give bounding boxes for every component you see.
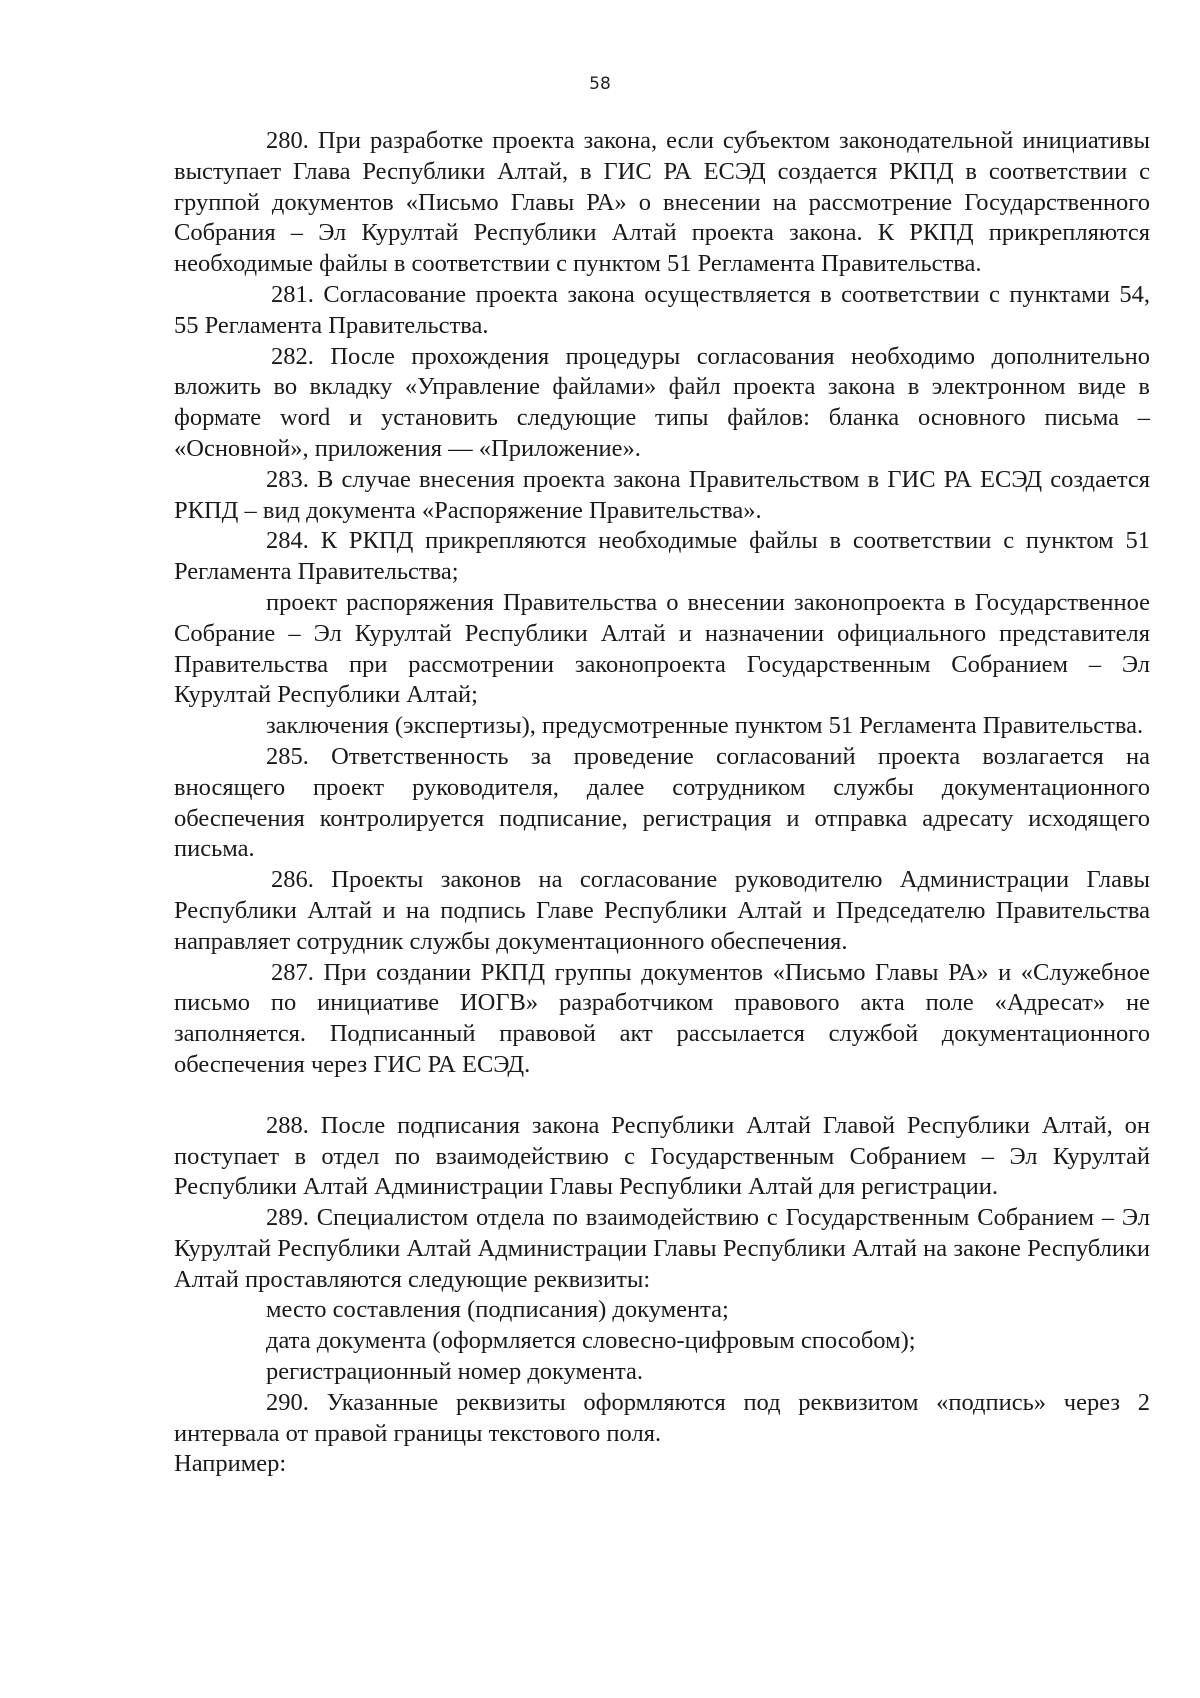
page-number: 58 <box>589 74 611 94</box>
paragraph-287: 287. При создании РКПД группы документов «Письмо Главы РА» и «Служебное письмо по инициативе ИОГВ» разработчиком правового акта поле «Адресат» не заполняется. Подписанный правовой акт рассылается службой документационного обеспечения через ГИС РА ЕСЭД. <box>174 958 1150 1078</box>
paragraph-289-item-place: место составления (подписания) документа; <box>266 1296 729 1324</box>
paragraph-example-label: Например: <box>174 1450 287 1478</box>
paragraph-285: 285. Ответственность за проведение согласований проекта возлагается на вносящего проект руководителя, далее сотрудником службы документационного обеспечения контролируется подписание, регистрация и отправка адресату исходящего письма. <box>174 742 1150 863</box>
paragraph-289-item-date: дата документа (оформляется словесно-цифровым способом); <box>266 1327 916 1355</box>
paragraph-288: 288. После подписания закона Республики Алтай Главой Республики Алтай, он поступает в отдел по взаимодействию с Государственным Собранием – Эл Курултай Республики Алтай Администрации Главы Республики Алтай для регистрации. <box>174 1111 1150 1201</box>
paragraph-281: 281. Согласование проекта закона осуществляется в соответствии с пунктами 54, 55 Регламента Правительства. <box>174 280 1150 339</box>
paragraph-284-item-draft-order: проект распоряжения Правительства о внесении законопроекта в Государственное Собрание – Эл Курултай Республики Алтай и назначении официального представителя Правительства при рассмотрении законопроекта Государственным Собранием – Эл Курултай Республики Алтай; <box>174 588 1150 709</box>
paragraph-282: 282. После прохождения процедуры согласования необходимо дополнительно вложить во вкладку «Управление файлами» файл проекта закона в электронном виде в формате word и установить следующие типы файлов: бланка основного письма – «Основной», приложения — «Приложение». <box>174 342 1150 462</box>
paragraph-286: 286. Проекты законов на согласование руководителю Администрации Главы Республики Алтай и на подпись Главе Республики Алтай и Председателю Правительства направляет сотрудник службы документационного обеспечения. <box>174 866 1150 955</box>
paragraph-284: 284. К РКПД прикрепляются необходимые файлы в соответствии с пунктом 51 Регламента Правительства; <box>174 527 1150 586</box>
paragraph-289: 289. Специалистом отдела по взаимодействию с Государственным Собранием – Эл Курултай Республики Алтай Администрации Главы Республики Алтай на законе Республики Алтай проставляются следующие реквизиты: <box>174 1204 1150 1293</box>
document-body <box>174 126 1150 1480</box>
paragraph-283: 283. В случае внесения проекта закона Правительством в ГИС РА ЕСЭД создается РКПД – вид документа «Распоряжение Правительства». <box>174 465 1150 524</box>
paragraph-284-item-conclusions: заключения (экспертизы), предусмотренные пунктом 51 Регламента Правительства. <box>266 712 1144 740</box>
paragraph-289-item-number: регистрационный номер документа. <box>266 1358 644 1386</box>
paragraph-280: 280. При разработке проекта закона, если субъектом законодательной инициативы выступает Глава Республики Алтай, в ГИС РА ЕСЭД создается РКПД в соответствии с группой документов «Письмо Главы РА» о внесении на рассмотрение Государственного Собрания – Эл Курултай Республики Алтай проекта закона. К РКПД прикрепляются необходимые файлы в соответствии с пунктом 51 Регламента Правительства. <box>174 127 1150 278</box>
paragraph-290: 290. Указанные реквизиты оформляются под реквизитом «подпись» через 2 интервала от правой границы текстового поля. <box>174 1388 1150 1447</box>
